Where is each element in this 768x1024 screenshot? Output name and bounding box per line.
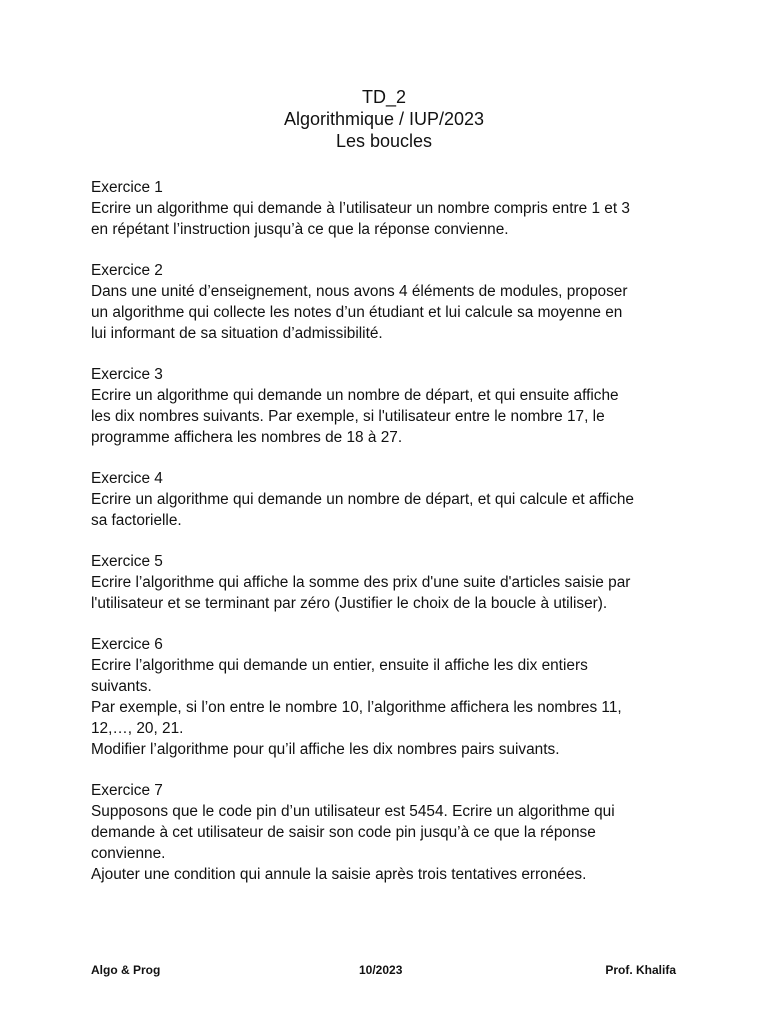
exercise-heading: Exercice 3 [91,366,163,383]
exercise-text-line: 12,…, 20, 21. [91,720,184,737]
exercise-text-line: demande à cet utilisateur de saisir son code pin jusqu’à ce que la réponse [91,824,596,841]
title-topic: Les boucles [335,131,433,151]
exercise-text-line: Ecrire un algorithme qui demande un nombre de départ, et qui calcule et affiche [91,491,634,508]
exercise-text-line: convienne. [91,845,166,862]
exercise-block [91,260,691,344]
exercise-block [91,634,691,760]
exercise-text-line: un algorithme qui collecte les notes d’un étudiant et lui calcule sa moyenne en [91,304,623,321]
exercise-text-line: Ecrire l’algorithme qui affiche la somme des prix d'une suite d'articles saisie par [91,574,631,591]
footer-date: 10/2023 [359,963,403,977]
exercise-text-line: programme affichera les nombres de 18 à 27. [91,429,403,446]
exercise-text-line: l'utilisateur et se terminant par zéro (Justifier le choix de la boucle à utiliser). [91,595,608,612]
exercise-list [91,177,691,905]
exercise-text-line: Supposons que le code pin d’un utilisateur est 5454. Ecrire un algorithme qui [91,803,615,820]
exercise-block [91,551,691,614]
title-td: TD_2 [361,87,406,107]
title-course: Algorithmique / IUP/2023 [283,109,485,129]
footer-course: Algo & Prog [91,963,161,977]
exercise-block [91,780,691,885]
exercise-block [91,177,691,240]
exercise-heading: Exercice 4 [91,470,163,487]
page-footer [91,963,676,981]
exercise-text-line: Dans une unité d’enseignement, nous avons 4 éléments de modules, proposer [91,283,628,300]
exercise-heading: Exercice 5 [91,553,163,570]
exercise-text-line: Par exemple, si l’on entre le nombre 10, l’algorithme affichera les nombres 11, [91,699,622,716]
exercise-heading: Exercice 2 [91,262,163,279]
document-title-block [0,86,768,152]
exercise-text-line: sa factorielle. [91,512,182,529]
footer-author: Prof. Khalifa [605,963,676,977]
exercise-text-line: Ecrire un algorithme qui demande à l’utilisateur un nombre compris entre 1 et 3 [91,200,630,217]
exercise-text-line: lui informant de sa situation d’admissibilité. [91,325,383,342]
exercise-text-line: suivants. [91,678,152,695]
exercise-block [91,468,691,531]
exercise-heading: Exercice 1 [91,179,163,196]
exercise-text-line: Modifier l’algorithme pour qu’il affiche les dix nombres pairs suivants. [91,741,560,758]
exercise-text-line: Ajouter une condition qui annule la saisie après trois tentatives erronées. [91,866,587,883]
exercise-heading: Exercice 6 [91,636,163,653]
exercise-heading: Exercice 7 [91,782,163,799]
exercise-text-line: Ecrire un algorithme qui demande un nombre de départ, et qui ensuite affiche [91,387,619,404]
exercise-block [91,364,691,448]
exercise-text-line: les dix nombres suivants. Par exemple, si l'utilisateur entre le nombre 17, le [91,408,605,425]
exercise-text-line: Ecrire l’algorithme qui demande un entier, ensuite il affiche les dix entiers [91,657,588,674]
exercise-text-line: en répétant l’instruction jusqu’à ce que la réponse convienne. [91,221,509,238]
